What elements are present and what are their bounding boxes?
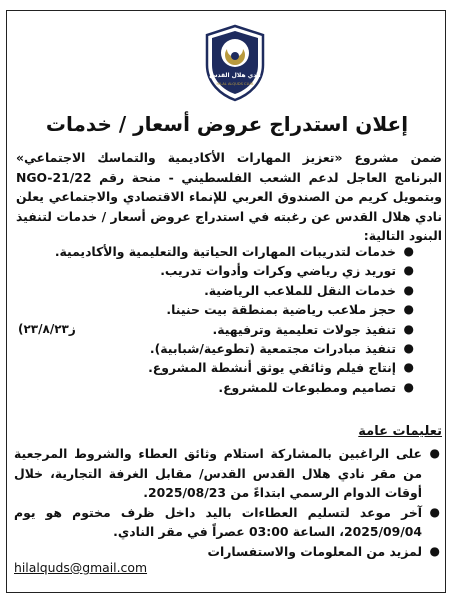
intro-text: ضمن مشروع «تعزيز المهارات الأكاديمية والتماسك الاجتماعي» البرنامج العاجل لدعم الشعب الفلسطيني - منحة رقم NGO-21/22 وبتمويل كريم من الصندوق العربي للإنماء الاقتصادي والاجتماعي يعلن نادي هلال القدس عن رغبته في استدراج عروض أسعار / خدمات لتنفيذ البنود التالية: [16, 150, 442, 243]
bullet-icon: ● [403, 360, 414, 375]
instruction-item: ● لمزيد من المعلومات والاستفسارات [14, 542, 440, 562]
bullet-icon: ● [403, 340, 414, 355]
instruction-item: ● على الراغبين بالمشاركة استلام وثائق العطاء والشروط المرجعية من مقر نادي هلال القدس القدس/ مقابل الغرفة التجارية، خلال أوقات الدوام الرسمي ابتداءً من 2025/08/23. [14, 446, 440, 500]
service-item: ● تنفيذ جولات تعليمية وترفيهية. [94, 320, 414, 339]
bullet-icon: ● [403, 263, 414, 278]
bullet-icon: ● [403, 282, 414, 297]
club-logo [203, 23, 267, 103]
reference-code: ز٢٣/٨/٢٣) [18, 322, 76, 336]
bullet-icon: ● [429, 543, 440, 558]
logo-latin-text: HILAL ALQUDS CLUB [216, 82, 254, 86]
bullet-icon: ● [429, 504, 440, 519]
intro-paragraph [16, 148, 442, 246]
bullet-icon: ● [429, 446, 440, 460]
announcement-title: إعلان استدراج عروض أسعار / خدمات [45, 112, 409, 136]
service-item: ● حجز ملاعب رياضية بمنطقة بيت حنينا. [94, 300, 414, 319]
service-item: ● إنتاج فيلم وثائقي يوثق أنشطة المشروع. [94, 358, 414, 377]
logo-arabic-text: نادي هلال القدس [209, 72, 261, 79]
service-item: ● خدمات النقل للملاعب الرياضية. [94, 281, 414, 300]
general-instructions-heading: تعليمات عامة [358, 424, 442, 439]
instruction-item: ● آخر موعد لتسليم العطاءات باليد داخل ظرف مختوم هو يوم 2025/09/04، الساعة 03:00 عصراً في مقر النادي. [14, 504, 440, 539]
services-list [54, 242, 414, 397]
bullet-icon: ● [403, 321, 414, 336]
shield-logo-icon [203, 23, 267, 103]
top-cut-off-text [170, 0, 370, 6]
bullet-icon: ● [403, 379, 414, 394]
service-item: ● تصاميم ومطبوعات للمشروع. [94, 378, 414, 397]
bullet-icon: ● [403, 244, 414, 258]
contact-email-link[interactable]: hilalquds@gmail.com [14, 560, 148, 575]
service-item: ● توريد زي رياضي وكرات وأدوات تدريب. [94, 261, 414, 280]
service-item: ● خدمات لتدريبات المهارات الحياتية والتعليمية والأكاديمية. [94, 242, 414, 261]
bullet-icon: ● [403, 302, 414, 317]
general-instructions-list [14, 444, 440, 561]
service-item: ● تنفيذ مبادرات مجتمعية (تطوعية/شبابية). [94, 339, 414, 358]
